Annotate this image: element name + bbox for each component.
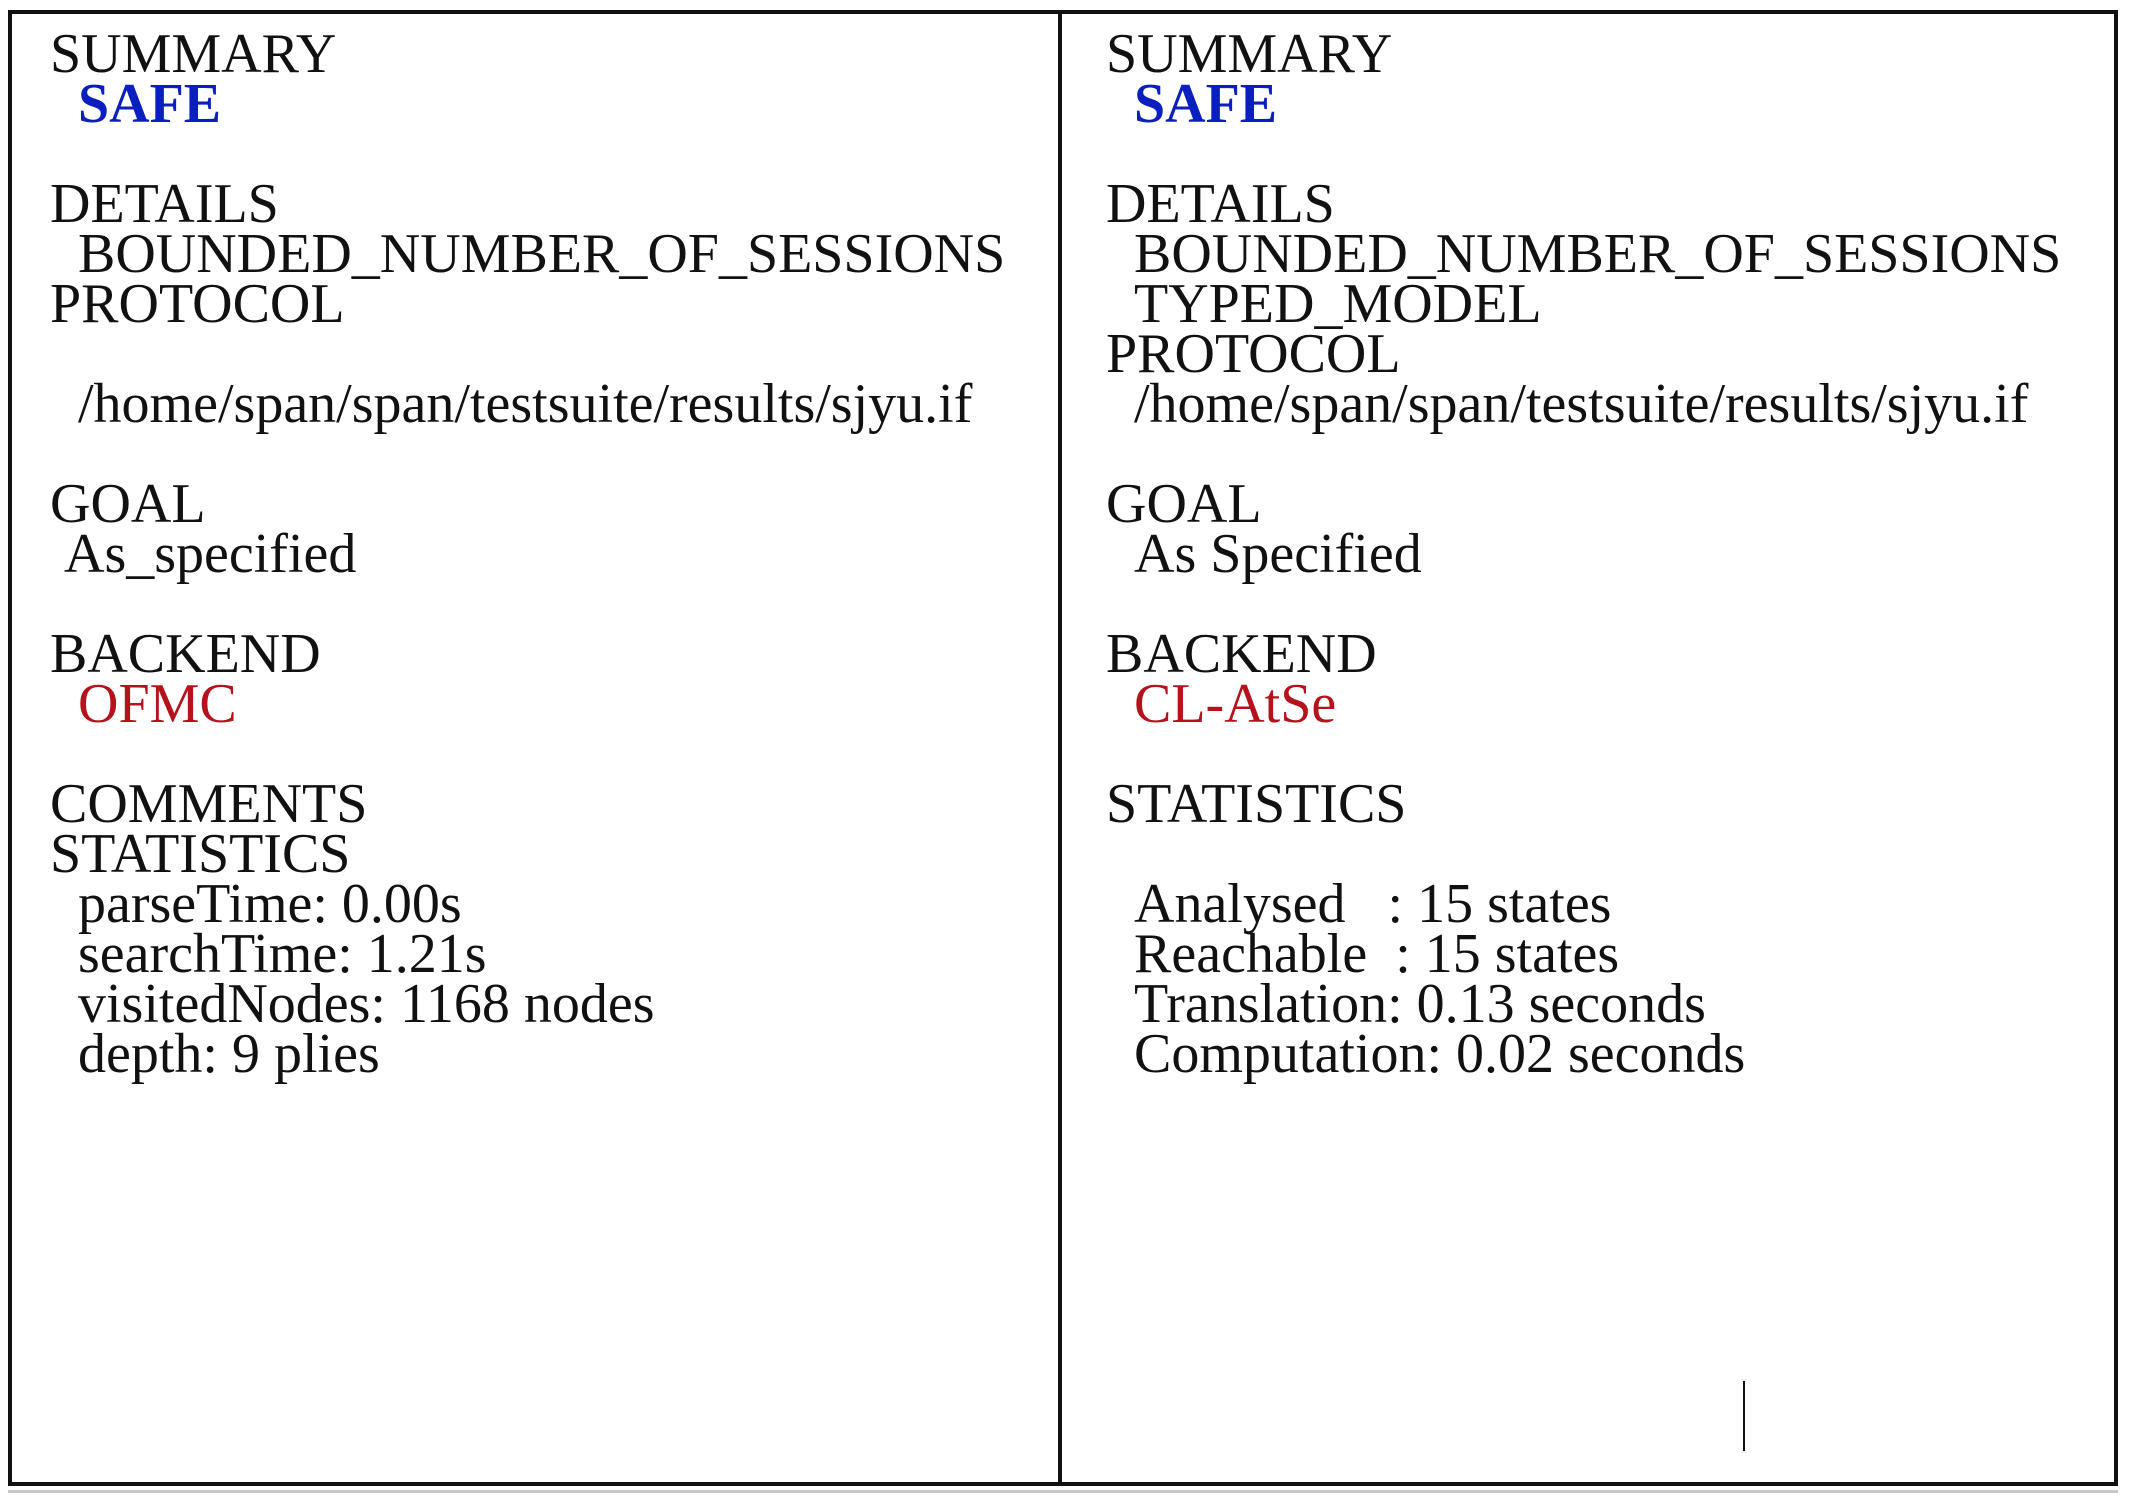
backend-value: OFMC xyxy=(78,673,237,735)
details-heading: DETAILS xyxy=(50,173,279,235)
details-item: BOUNDED_NUMBER_OF_SESSIONS xyxy=(78,223,1006,285)
backend-value: CL-AtSe xyxy=(1134,673,1337,735)
statistics-line: Translation: 0.13 seconds xyxy=(1134,973,1706,1035)
statistics-heading: STATISTICS xyxy=(50,823,351,885)
statistics-line: visitedNodes: 1168 nodes xyxy=(78,973,655,1035)
statistics-heading: STATISTICS xyxy=(1106,773,1407,835)
statistics-line: searchTime: 1.21s xyxy=(78,923,487,985)
statistics-line: Analysed : 15 states xyxy=(1134,873,1612,935)
goal-heading: GOAL xyxy=(1106,473,1262,535)
details-item: TYPED_MODEL xyxy=(1134,273,1542,335)
backend-heading: BACKEND xyxy=(50,623,321,685)
summary-heading: SUMMARY xyxy=(1106,23,1393,85)
goal-value: As Specified xyxy=(1134,523,1422,585)
summary-value: SAFE xyxy=(1134,73,1278,135)
statistics-line: Computation: 0.02 seconds xyxy=(1134,1023,1746,1085)
backend-heading: BACKEND xyxy=(1106,623,1377,685)
ofmc-result-panel xyxy=(8,10,1058,1486)
summary-value: SAFE xyxy=(78,73,222,135)
statistics-line: depth: 9 plies xyxy=(78,1023,380,1085)
statistics-line: parseTime: 0.00s xyxy=(78,873,462,935)
details-item: BOUNDED_NUMBER_OF_SESSIONS xyxy=(1134,223,2062,285)
protocol-path: /home/span/span/testsuite/results/sjyu.if xyxy=(1134,373,2029,435)
summary-heading: SUMMARY xyxy=(50,23,337,85)
goal-heading: GOAL xyxy=(50,473,206,535)
bottom-edge-line xyxy=(8,1490,2118,1493)
protocol-heading: PROTOCOL xyxy=(1106,323,1401,385)
goal-value: As_specified xyxy=(64,523,357,585)
statistics-line: Reachable : 15 states xyxy=(1134,923,1620,985)
cl-atse-result-panel xyxy=(1062,10,2118,1486)
protocol-path: /home/span/span/testsuite/results/sjyu.if xyxy=(78,373,973,435)
details-heading: DETAILS xyxy=(1106,173,1335,235)
text-cursor xyxy=(1743,1381,1745,1451)
protocol-heading: PROTOCOL xyxy=(50,273,345,335)
comments-heading: COMMENTS xyxy=(50,773,368,835)
